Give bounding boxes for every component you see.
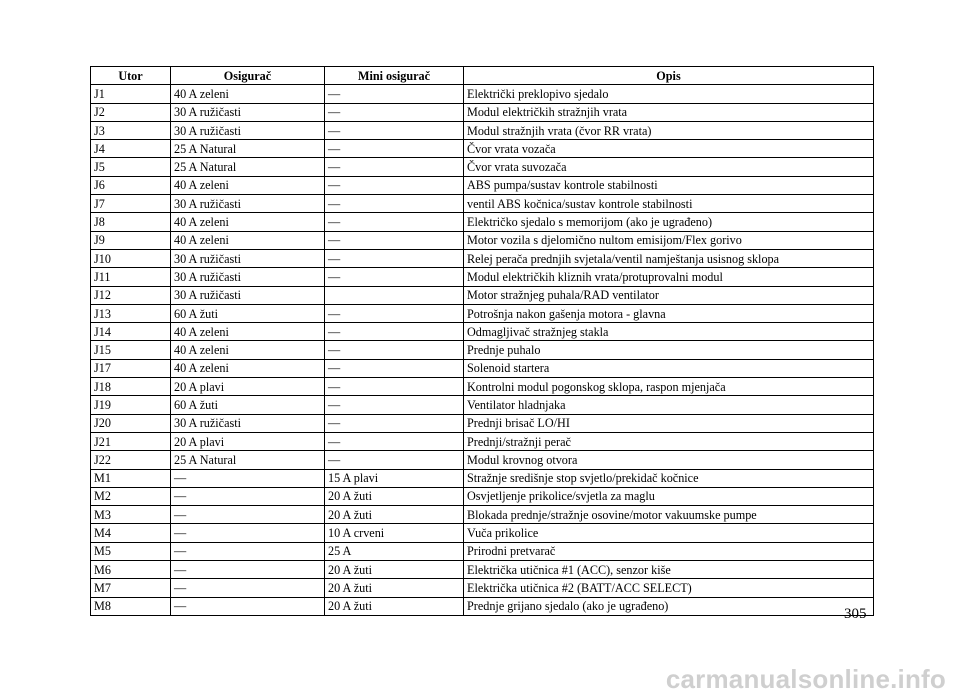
watermark: carmanualsonline.info bbox=[665, 664, 946, 694]
table-row bbox=[91, 323, 874, 341]
table-row bbox=[91, 249, 874, 267]
table-row bbox=[91, 359, 874, 377]
cell-description: Električka utičnica #1 (ACC), senzor kiše bbox=[464, 561, 874, 579]
cell-mini-fuse: 20 A žuti bbox=[325, 506, 464, 524]
table-row bbox=[91, 579, 874, 597]
table-row bbox=[91, 414, 874, 432]
table-row bbox=[91, 85, 874, 103]
table-row bbox=[91, 524, 874, 542]
cell-slot: J3 bbox=[91, 121, 171, 139]
cell-fuse: 25 A Natural bbox=[171, 140, 325, 158]
cell-slot: J9 bbox=[91, 231, 171, 249]
page-number: 305 bbox=[844, 606, 867, 622]
table-row bbox=[91, 158, 874, 176]
cell-description: Kontrolni modul pogonskog sklopa, raspon mjenjača bbox=[464, 378, 874, 396]
cell-fuse: 25 A Natural bbox=[171, 158, 325, 176]
cell-fuse: — bbox=[171, 561, 325, 579]
cell-mini-fuse: — bbox=[325, 158, 464, 176]
cell-slot: M4 bbox=[91, 524, 171, 542]
table-row bbox=[91, 304, 874, 322]
cell-slot: J1 bbox=[91, 85, 171, 103]
cell-mini-fuse: — bbox=[325, 85, 464, 103]
table-row bbox=[91, 396, 874, 414]
cell-mini-fuse: — bbox=[325, 396, 464, 414]
cell-description: Električko sjedalo s memorijom (ako je ugrađeno) bbox=[464, 213, 874, 231]
cell-description: Električki preklopivo sjedalo bbox=[464, 85, 874, 103]
cell-description: Osvjetljenje prikolice/svjetla za maglu bbox=[464, 487, 874, 505]
cell-fuse: 40 A zeleni bbox=[171, 359, 325, 377]
table-row bbox=[91, 487, 874, 505]
cell-slot: J7 bbox=[91, 195, 171, 213]
cell-description: Vuča prikolice bbox=[464, 524, 874, 542]
cell-fuse: 30 A ružičasti bbox=[171, 103, 325, 121]
cell-fuse: 30 A ružičasti bbox=[171, 121, 325, 139]
cell-mini-fuse: 25 A bbox=[325, 542, 464, 560]
cell-mini-fuse: — bbox=[325, 323, 464, 341]
cell-fuse: 20 A plavi bbox=[171, 432, 325, 450]
cell-mini-fuse: — bbox=[325, 103, 464, 121]
cell-description: Modul električkih stražnjih vrata bbox=[464, 103, 874, 121]
cell-fuse: 40 A zeleni bbox=[171, 176, 325, 194]
cell-description: Odmagljivač stražnjeg stakla bbox=[464, 323, 874, 341]
cell-mini-fuse: — bbox=[325, 140, 464, 158]
cell-slot: J20 bbox=[91, 414, 171, 432]
cell-slot: J12 bbox=[91, 286, 171, 304]
cell-description: Modul stražnjih vrata (čvor RR vrata) bbox=[464, 121, 874, 139]
cell-slot: J6 bbox=[91, 176, 171, 194]
cell-fuse: 30 A ružičasti bbox=[171, 414, 325, 432]
cell-fuse: — bbox=[171, 542, 325, 560]
cell-description: Stražnje središnje stop svjetlo/prekidač kočnice bbox=[464, 469, 874, 487]
cell-fuse: — bbox=[171, 579, 325, 597]
cell-slot: M8 bbox=[91, 597, 171, 615]
cell-fuse: 40 A zeleni bbox=[171, 323, 325, 341]
cell-mini-fuse: 20 A žuti bbox=[325, 561, 464, 579]
header-mini-fuse: Mini osigurač bbox=[325, 67, 464, 85]
cell-slot: J19 bbox=[91, 396, 171, 414]
cell-mini-fuse: — bbox=[325, 176, 464, 194]
table-row bbox=[91, 103, 874, 121]
cell-fuse: 30 A ružičasti bbox=[171, 195, 325, 213]
cell-mini-fuse: — bbox=[325, 249, 464, 267]
header-slot: Utor bbox=[91, 67, 171, 85]
cell-fuse: — bbox=[171, 597, 325, 615]
cell-slot: M7 bbox=[91, 579, 171, 597]
cell-description: Modul električkih kliznih vrata/protuprovalni modul bbox=[464, 268, 874, 286]
cell-slot: J8 bbox=[91, 213, 171, 231]
table-row bbox=[91, 378, 874, 396]
cell-description: ABS pumpa/sustav kontrole stabilnosti bbox=[464, 176, 874, 194]
table-row bbox=[91, 231, 874, 249]
cell-slot: J21 bbox=[91, 432, 171, 450]
table-row bbox=[91, 469, 874, 487]
table-row bbox=[91, 268, 874, 286]
cell-fuse: 40 A zeleni bbox=[171, 341, 325, 359]
table-body bbox=[91, 85, 874, 616]
table-row bbox=[91, 561, 874, 579]
cell-slot: J13 bbox=[91, 304, 171, 322]
table-row bbox=[91, 341, 874, 359]
cell-mini-fuse: — bbox=[325, 121, 464, 139]
cell-description: Prednji brisač LO/HI bbox=[464, 414, 874, 432]
cell-description: Prednje grijano sjedalo (ako je ugrađeno) bbox=[464, 597, 874, 615]
cell-description: Prirodni pretvarač bbox=[464, 542, 874, 560]
cell-slot: J2 bbox=[91, 103, 171, 121]
table-row bbox=[91, 432, 874, 450]
cell-fuse: — bbox=[171, 487, 325, 505]
table-row bbox=[91, 286, 874, 304]
table-row bbox=[91, 176, 874, 194]
cell-slot: J10 bbox=[91, 249, 171, 267]
cell-slot: M5 bbox=[91, 542, 171, 560]
cell-mini-fuse: — bbox=[325, 213, 464, 231]
cell-description: Električka utičnica #2 (BATT/ACC SELECT) bbox=[464, 579, 874, 597]
table-row bbox=[91, 451, 874, 469]
cell-mini-fuse bbox=[325, 286, 464, 304]
cell-fuse: — bbox=[171, 524, 325, 542]
table-row bbox=[91, 140, 874, 158]
cell-fuse: 30 A ružičasti bbox=[171, 268, 325, 286]
cell-description: Čvor vrata vozača bbox=[464, 140, 874, 158]
table-row bbox=[91, 213, 874, 231]
cell-mini-fuse: — bbox=[325, 414, 464, 432]
cell-slot: J18 bbox=[91, 378, 171, 396]
cell-mini-fuse: 20 A žuti bbox=[325, 579, 464, 597]
cell-fuse: 20 A plavi bbox=[171, 378, 325, 396]
cell-mini-fuse: 15 A plavi bbox=[325, 469, 464, 487]
cell-description: Motor stražnjeg puhala/RAD ventilator bbox=[464, 286, 874, 304]
cell-mini-fuse: — bbox=[325, 268, 464, 286]
table-row bbox=[91, 195, 874, 213]
cell-fuse: 60 A žuti bbox=[171, 396, 325, 414]
cell-fuse: — bbox=[171, 469, 325, 487]
cell-description: Modul krovnog otvora bbox=[464, 451, 874, 469]
cell-mini-fuse: — bbox=[325, 304, 464, 322]
cell-description: Potrošnja nakon gašenja motora - glavna bbox=[464, 304, 874, 322]
cell-description: Prednje puhalo bbox=[464, 341, 874, 359]
header-fuse: Osigurač bbox=[171, 67, 325, 85]
cell-description: Prednji/stražnji perač bbox=[464, 432, 874, 450]
cell-mini-fuse: — bbox=[325, 195, 464, 213]
cell-mini-fuse: 20 A žuti bbox=[325, 597, 464, 615]
table-row bbox=[91, 121, 874, 139]
cell-slot: J15 bbox=[91, 341, 171, 359]
cell-slot: M6 bbox=[91, 561, 171, 579]
cell-mini-fuse: 10 A crveni bbox=[325, 524, 464, 542]
cell-fuse: 30 A ružičasti bbox=[171, 286, 325, 304]
cell-fuse: 60 A žuti bbox=[171, 304, 325, 322]
cell-fuse: 25 A Natural bbox=[171, 451, 325, 469]
cell-description: ventil ABS kočnica/sustav kontrole stabilnosti bbox=[464, 195, 874, 213]
table-row bbox=[91, 597, 874, 615]
cell-slot: M1 bbox=[91, 469, 171, 487]
cell-mini-fuse: 20 A žuti bbox=[325, 487, 464, 505]
cell-fuse: 40 A zeleni bbox=[171, 213, 325, 231]
table-header-row bbox=[91, 67, 874, 85]
cell-description: Blokada prednje/stražnje osovine/motor vakuumske pumpe bbox=[464, 506, 874, 524]
header-description: Opis bbox=[464, 67, 874, 85]
cell-description: Čvor vrata suvozača bbox=[464, 158, 874, 176]
cell-slot: J11 bbox=[91, 268, 171, 286]
cell-mini-fuse: — bbox=[325, 231, 464, 249]
cell-description: Relej perača prednjih svjetala/ventil namještanja usisnog sklopa bbox=[464, 249, 874, 267]
cell-description: Motor vozila s djelomično nultom emisijom/Flex gorivo bbox=[464, 231, 874, 249]
cell-slot: M2 bbox=[91, 487, 171, 505]
cell-mini-fuse: — bbox=[325, 359, 464, 377]
cell-fuse: 40 A zeleni bbox=[171, 231, 325, 249]
cell-fuse: 30 A ružičasti bbox=[171, 249, 325, 267]
cell-mini-fuse: — bbox=[325, 451, 464, 469]
cell-slot: J5 bbox=[91, 158, 171, 176]
cell-mini-fuse: — bbox=[325, 341, 464, 359]
fuse-table bbox=[90, 66, 874, 616]
cell-slot: J4 bbox=[91, 140, 171, 158]
cell-fuse: 40 A zeleni bbox=[171, 85, 325, 103]
cell-description: Solenoid startera bbox=[464, 359, 874, 377]
cell-slot: J22 bbox=[91, 451, 171, 469]
cell-mini-fuse: — bbox=[325, 378, 464, 396]
cell-description: Ventilator hladnjaka bbox=[464, 396, 874, 414]
table-row bbox=[91, 506, 874, 524]
cell-mini-fuse: — bbox=[325, 432, 464, 450]
cell-slot: J14 bbox=[91, 323, 171, 341]
cell-slot: M3 bbox=[91, 506, 171, 524]
cell-slot: J17 bbox=[91, 359, 171, 377]
cell-fuse: — bbox=[171, 506, 325, 524]
table-row bbox=[91, 542, 874, 560]
